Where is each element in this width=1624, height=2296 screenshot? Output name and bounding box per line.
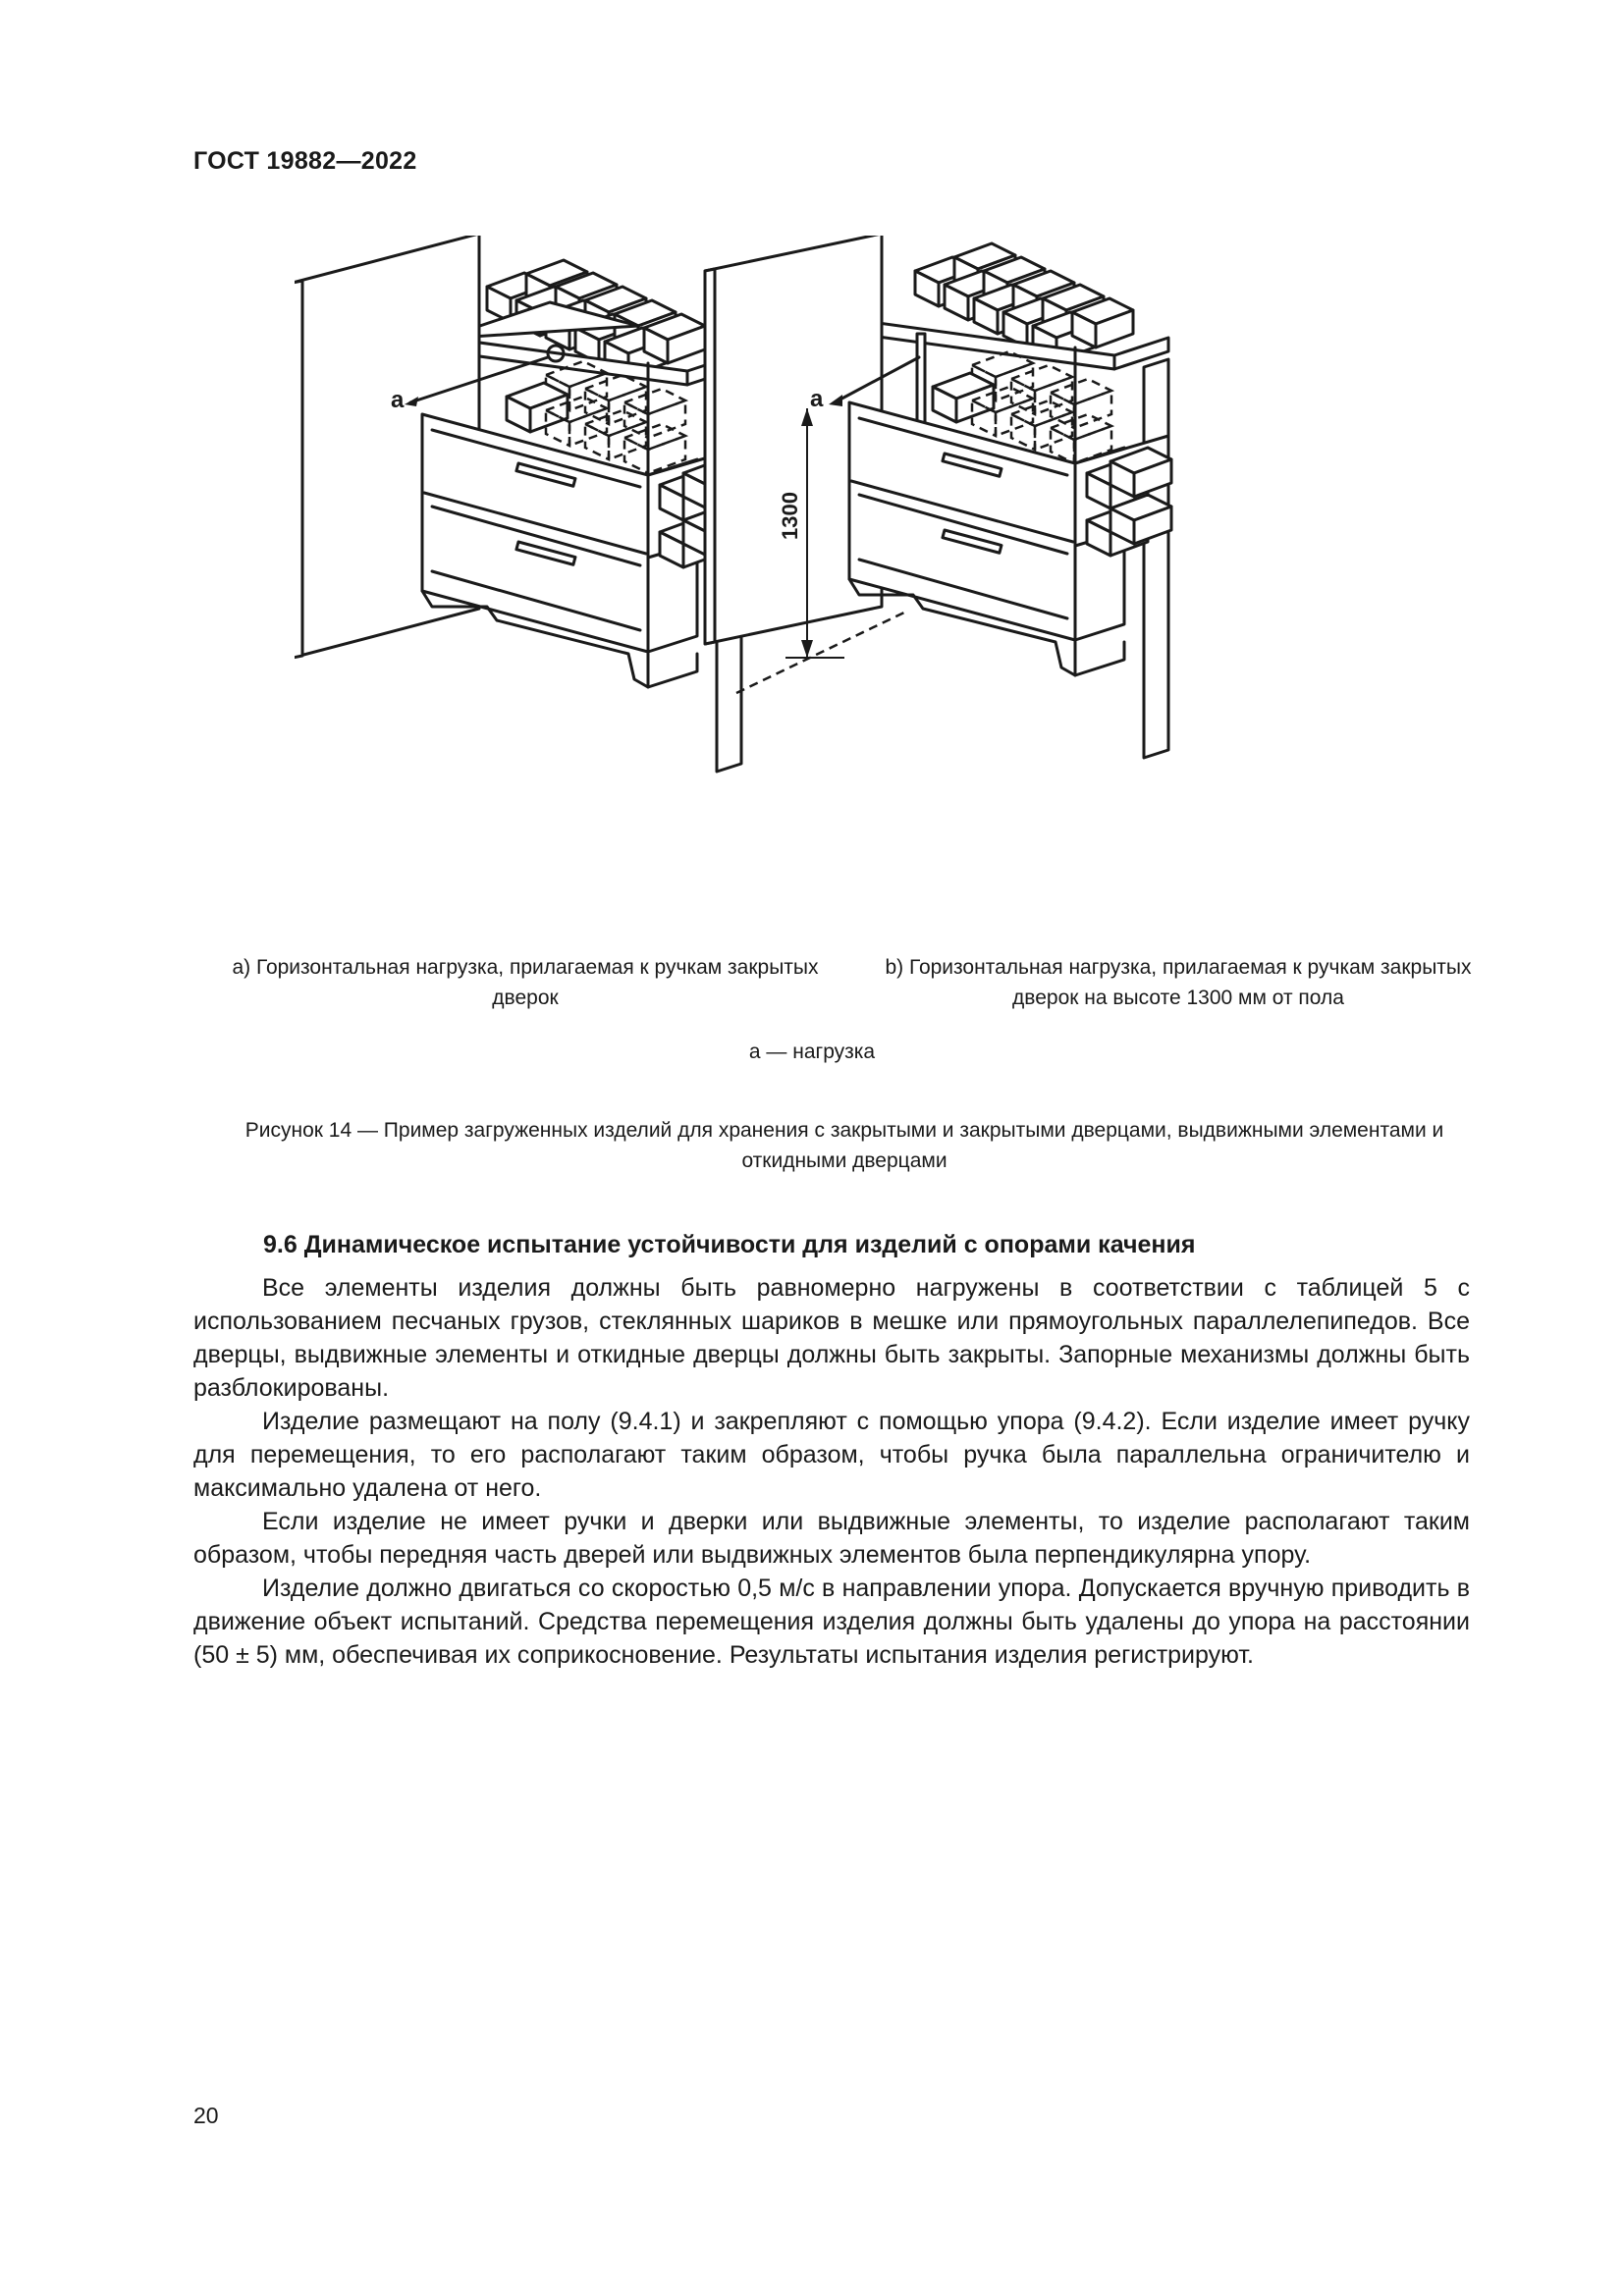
figure-caption-a: а) Горизонтальная нагрузка, прилагаемая к ручкам закрытых дверок xyxy=(232,956,819,1009)
paragraph-1: Все элементы изделия должны быть равномерно нагружены в соответствии с таблицей 5 с использованием песчаных грузов, стеклянных шариков в мешке или прямоугольных параллелепипедов. Все дверцы, выдвижные элементы и откидные дверцы должны быть закрыты. Запорные механизмы должны быть разблокированы. xyxy=(193,1274,1470,1402)
load-label-a2: a xyxy=(810,386,824,412)
section-heading: 9.6 Динамическое испытание устойчивости для изделий с опорами качения xyxy=(263,1231,1196,1258)
dimension-1300-label: 1300 xyxy=(778,492,802,540)
load-label-a1: a xyxy=(391,387,405,413)
cabinet-b-drawing xyxy=(705,236,1171,758)
figure-legend: а — нагрузка xyxy=(748,1041,876,1063)
cabinet-a-drawing xyxy=(295,236,744,772)
figure-caption-b: b) Горизонтальная нагрузка, прилагаемая к ручкам закрытых дверок на высоте 1300 мм от пола xyxy=(885,956,1472,1009)
page-number: 20 xyxy=(193,2103,219,2128)
figure-14-drawing xyxy=(295,236,1394,903)
paragraph-3: Если изделие не имеет ручки и дверки или выдвижные элементы, то изделие располагают таким образом, чтобы передняя часть дверей или выдвижных элементов была перпендикулярна упору. xyxy=(193,1508,1470,1569)
paragraph-2: Изделие размещают на полу (9.4.1) и закрепляют с помощью упора (9.4.2). Если изделие имеет ручку для перемещения, то его располагают таким образом, чтобы ручка была параллельна ограничителю и максимально удалена от него. xyxy=(193,1408,1470,1502)
figure-title: Рисунок 14 — Пример загруженных изделий для хранения с закрытыми и закрытыми дверцами, выдвижными элементами и откидными дверцами xyxy=(244,1119,1444,1172)
paragraph-4: Изделие должно двигаться со скоростью 0,5 м/с в направлении упора. Допускается вручную приводить в движение объект испытаний. Средства перемещения изделия должны быть удалены до упора на расстоянии (50 ± 5) мм, обеспечивая их соприкосновение. Результаты испытания изделия регистрируют. xyxy=(193,1575,1470,1669)
section-body xyxy=(193,1271,1470,1672)
document-header: ГОСТ 19882—2022 xyxy=(193,147,417,175)
